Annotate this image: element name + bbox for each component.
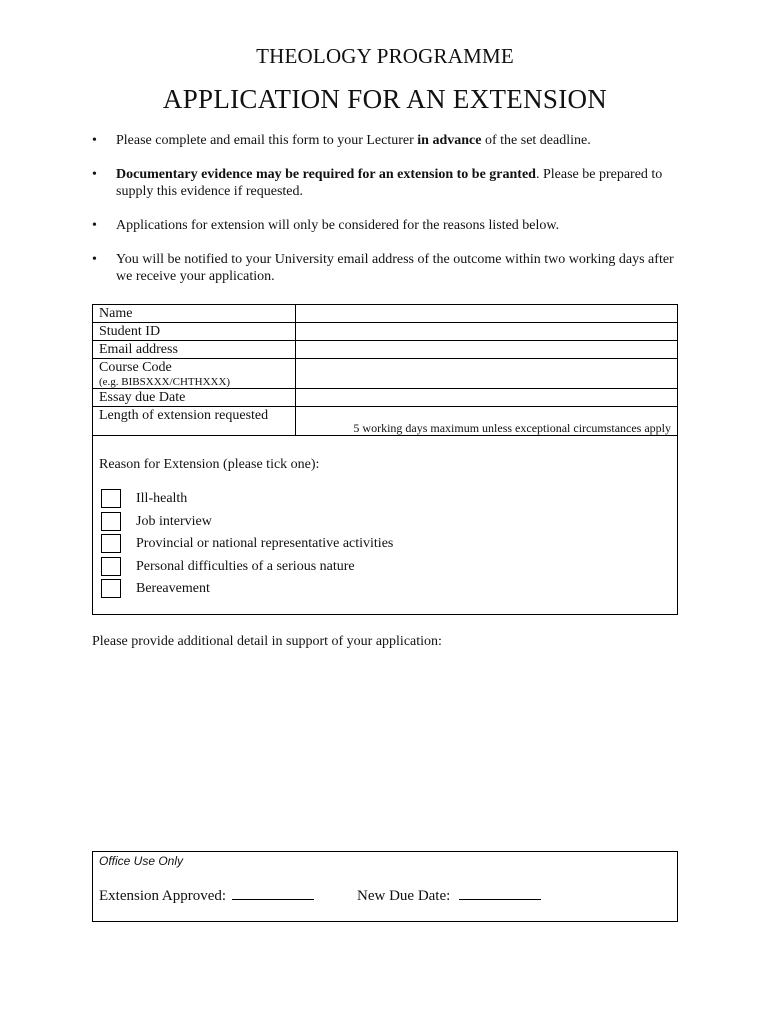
- personal-difficulties-checkbox[interactable]: [101, 557, 121, 576]
- new-due-date-blank[interactable]: [459, 895, 541, 900]
- course-code-label-cell: [93, 359, 296, 389]
- application-form: [92, 304, 678, 615]
- ill-health-checkbox[interactable]: [101, 489, 121, 508]
- course-code-field[interactable]: [296, 359, 678, 389]
- instruction-item: • Applications for extension will only be considered for the reasons listed below.: [92, 218, 560, 233]
- extension-length-label: Length of extension requested: [93, 407, 296, 436]
- instruction-item: • Documentary evidence may be required for an extension to be granted. Please be prepared to supply this evidence if requested.: [92, 167, 663, 199]
- field-row-extension-length: [93, 407, 677, 436]
- bullet-icon: •: [92, 133, 97, 148]
- ill-health-label: Ill-health: [136, 491, 188, 506]
- course-code-label: Course Code: [99, 360, 172, 375]
- field-row-course-code: [93, 359, 677, 389]
- representative-activities-checkbox[interactable]: [101, 534, 121, 553]
- email-field[interactable]: [296, 341, 678, 359]
- bullet-icon: •: [92, 167, 97, 182]
- office-use-title: Office Use Only: [99, 854, 184, 868]
- course-code-example: (e.g. BIBSXXX/CHTHXXX): [99, 376, 231, 388]
- job-interview-checkbox[interactable]: [101, 512, 121, 531]
- page-title: APPLICATION FOR AN EXTENSION: [162, 84, 608, 114]
- field-row-student-id: [93, 323, 677, 341]
- bullet-icon: •: [92, 218, 97, 233]
- extension-approved-label: Extension Approved:: [99, 888, 227, 904]
- essay-due-label: Essay due Date: [93, 389, 296, 407]
- extension-approved-group: [99, 888, 314, 905]
- job-interview-label: Job interview: [136, 513, 212, 529]
- fields-table: [93, 305, 677, 436]
- name-label: Name: [93, 305, 296, 323]
- field-row-essay-due: [93, 389, 677, 407]
- programme-heading: THEOLOGY PROGRAMME: [256, 44, 514, 68]
- extension-length-hint: 5 working days maximum unless exceptional circumstances apply: [353, 421, 671, 435]
- field-row-email: [93, 341, 677, 359]
- detail-prompt: Please provide additional detail in support of your application:: [92, 634, 442, 649]
- student-id-label: Student ID: [93, 323, 296, 341]
- office-use-box: [92, 851, 678, 922]
- new-due-date-group: [357, 888, 541, 905]
- extension-length-field[interactable]: [296, 407, 678, 436]
- instructions-list: [90, 132, 690, 302]
- instruction-item: • You will be notified to your University email address of the outcome within two working days after we receive your application.: [92, 252, 674, 284]
- representative-activities-label: Provincial or national representative activities: [136, 536, 394, 551]
- bereavement-label: Bereavement: [136, 581, 210, 596]
- field-row-name: [93, 305, 677, 323]
- name-field[interactable]: [296, 305, 678, 323]
- extension-approved-blank[interactable]: [232, 895, 314, 900]
- personal-difficulties-label: Personal difficulties of a serious nature: [136, 558, 355, 574]
- new-due-date-label: New Due Date:: [357, 888, 451, 904]
- bullet-icon: •: [92, 252, 97, 267]
- email-label: Email address: [93, 341, 296, 359]
- student-id-field[interactable]: [296, 323, 678, 341]
- reason-heading: Reason for Extension (please tick one):: [99, 457, 320, 472]
- essay-due-field[interactable]: [296, 389, 678, 407]
- instruction-item: • Please complete and email this form to your Lecturer in advance of the set deadline.: [92, 133, 591, 148]
- bereavement-checkbox[interactable]: [101, 579, 121, 598]
